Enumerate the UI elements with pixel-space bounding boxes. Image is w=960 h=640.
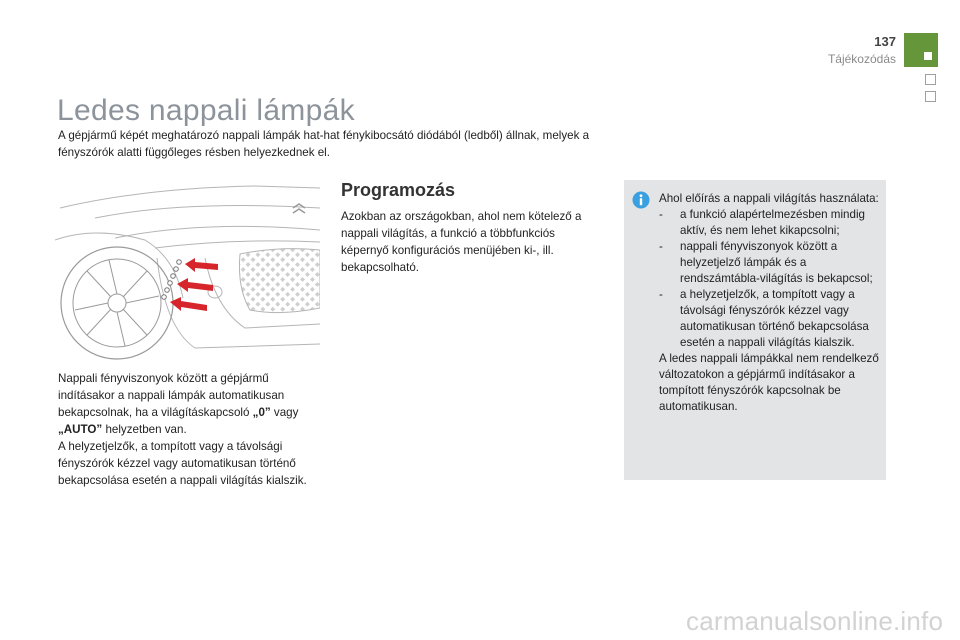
switch-position-auto: „AUTO” — [58, 423, 103, 436]
list-dash: - — [659, 288, 663, 301]
page-number: 137 — [874, 34, 896, 49]
list-item-text: a funkció alapértelmezésben mindig aktív, és nem lehet kikapcsolni; — [680, 208, 865, 237]
tab-box — [925, 91, 936, 102]
info-intro: Ahol előírás a nappali világítás használata: — [659, 192, 879, 205]
page-title: Ledes nappali lámpák — [57, 94, 355, 127]
info-icon — [632, 191, 650, 209]
list-item — [659, 287, 879, 351]
list-dash: - — [659, 208, 663, 221]
text-part: vagy — [270, 406, 299, 419]
intro-paragraph: A gépjármű képét meghatározó nappali lámpák hat-hat fénykibocsátó diódából (ledből) állnak, melyek a fényszórók alatti függőleges résben helyezkednek el. — [58, 129, 590, 159]
programming-text: Azokban az országokban, ahol nem kötelező a nappali világítás, a funkció a többfunkciós képernyő konfigurációs menüjében ki-, ill. bekapcsolható. — [341, 210, 582, 274]
text-part: Nappali fényviszonyok között a gépjármű indításakor a nappali lámpák automatikusan bekapcsolnak, ha a világításkapcsoló — [58, 372, 285, 419]
car-front-illustration — [55, 178, 320, 362]
list-item — [659, 239, 879, 287]
list-item-text: a helyzetjelzők, a tompított vagy a távolsági fényszórók kézzel vagy automatikusan történő bekapcsolása esetén a nappali világítás kialszik. — [680, 288, 869, 349]
section-name: Tájékozódás — [827, 52, 896, 66]
tab-box — [925, 74, 936, 85]
info-footer: A ledes nappali lámpákkal nem rendelkező változatokon a gépjármű indításakor a tompított fényszórók kapcsolnak be automatikusan. — [659, 352, 879, 413]
section-heading-programming: Programozás — [341, 180, 456, 200]
list-dash: - — [659, 240, 663, 253]
description-paragraph-1 — [58, 370, 320, 438]
list-item-text: nappali fényviszonyok között a helyzetjelző lámpák és a rendszámtábla-világítás is bekapcsol; — [680, 240, 873, 285]
description-paragraph-2: A helyzetjelzők, a tompított vagy a távolsági fényszórók kézzel vagy automatikusan történő bekapcsolása esetén a nappali világítás kialszik. — [58, 440, 307, 487]
switch-position-0: „0” — [252, 406, 271, 419]
daytime-lights-description — [58, 370, 320, 489]
tab-marker — [924, 52, 932, 60]
watermark: carmanualsonline.info — [686, 606, 944, 636]
chapter-tab — [904, 33, 938, 67]
list-item — [659, 207, 879, 239]
info-box-text — [659, 191, 879, 415]
text-part: helyzetben van. — [102, 423, 187, 436]
